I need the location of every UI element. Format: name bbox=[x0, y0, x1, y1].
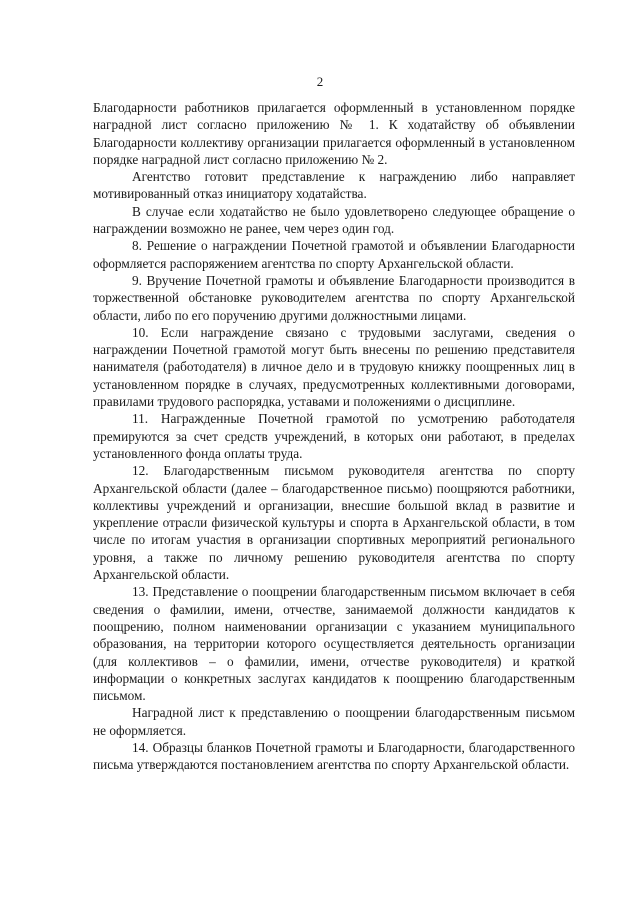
paragraph-item-9: 9. Вручение Почетной грамоты и объявление Благодарности производится в торжественной обстановке руководителем агентства по спорту Архангельской области, либо по его поручению другими должностными лицами. bbox=[93, 272, 575, 323]
paragraph-repeat-petition: В случае если ходатайство не было удовлетворено следующее обращение о награждении возможно не ранее, чем через один год. bbox=[93, 203, 575, 237]
paragraph-item-13: 13. Представление о поощрении благодарственным письмом включает в себя сведения о фамилии, имени, отчестве, занимаемой должности кандидатов к поощрению, полном наименовании организации с указанием муниципального образования, на территории которого осуществляется деятельность организации (для коллективов – о фамилии, имени, отчестве руководителя) и краткой информации о конкретных заслугах кандидатов к поощрению благодарственным письмом. bbox=[93, 584, 575, 704]
paragraph-item-12: 12. Благодарственным письмом руководителя агентства по спорту Архангельской области (далее – благодарственное письмо) поощряются работники, коллективы учреждений и организации, внесшие большой вклад в развитие и укрепление отрасли физической культуры и спорта в Архангельской области, в том числе по итогам участия в организации спортивных мероприятий регионального уровня, а также по личному решению руководителя агентства по спорту Архангельской области. bbox=[93, 463, 575, 583]
paragraph-award-sheet-note: Наградной лист к представлению о поощрении благодарственным письмом не оформляется. bbox=[93, 705, 575, 738]
paragraph-item-10: 10. Если награждение связано с трудовыми заслугами, сведения о награждении Почетной грамотой могут быть внесены по решению представителя нанимателя (работодателя) в личное дело и в трудовую книжку поощренных лиц в установленном порядке в случаях, предусмотренных коллективными договорами, правилами трудового распорядка, уставами и положениями о дисциплине. bbox=[93, 324, 575, 410]
paragraph-agency-decision: Агентство готовит представление к награждению либо направляет мотивированный отказ инициатору ходатайства. bbox=[93, 169, 575, 202]
document-body bbox=[93, 99, 575, 774]
paragraph-item-8: 8. Решение о награждении Почетной грамотой и объявлении Благодарности оформляется распоряжением агентства по спорту Архангельской области. bbox=[93, 238, 575, 271]
page-number: 2 bbox=[316, 74, 324, 89]
paragraph-item-11: 11. Награжденные Почетной грамотой по усмотрению работодателя премируются за счет средств учреждений, в которых они работают, в пределах установленного фонда оплаты труда. bbox=[93, 411, 575, 461]
paragraph-continuation: Благодарности работников прилагается оформленный в установленном порядке наградной лист согласно приложению № 1. К ходатайству об объявлении Благодарности коллективу организации прилагается оформленный в установленном порядке наградной лист согласно приложению № 2. bbox=[93, 100, 575, 167]
paragraph-item-14: 14. Образцы бланков Почетной грамоты и Благодарности, благодарственного письма утверждаются постановлением агентства по спорту Архангельской области. bbox=[93, 739, 575, 773]
